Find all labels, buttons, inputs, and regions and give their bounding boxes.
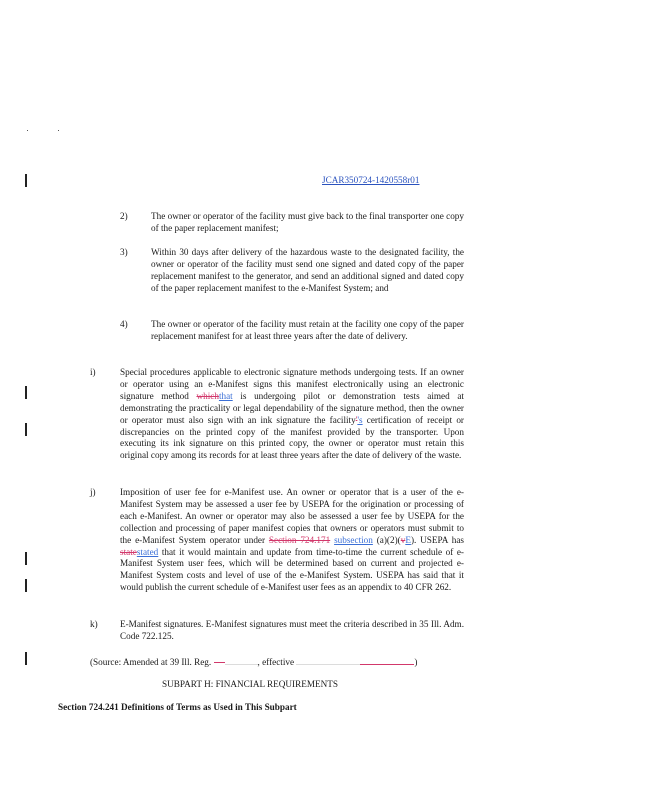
item-number: 2) [120,211,128,221]
blank-field [296,655,360,665]
source-middle: , effective [257,657,297,667]
item-letter: k) [90,619,98,629]
change-bar [25,579,27,592]
inserted-blank-field [360,655,414,665]
item-k-text: E-Manifest signatures. E-Manifest signatures must meet the criteria described in 35 Ill. Adm. Code 722.125. [120,619,464,641]
source-prefix: (Source: Amended at 39 Ill. Reg. [90,657,214,667]
item-letter: i) [90,367,96,377]
change-bar [25,552,27,565]
inserted-text: stated [136,546,159,557]
text-run: (a)(2)( [372,534,401,545]
text-run: Imposition of user fee for e-Manifest use. An owner or operator that is a user of the e-Manifest System may be assessed a user fee by USEPA for the origination or processing of each e-Manifest. An owner or operator may also be assessed a user fee by USEPA for the collection and processing of paper manifest copies that owners or operators must submit to the e-Manifest System operator under [120,487,464,545]
inserted-text: that [218,390,233,401]
document-id-link[interactable]: JCAR350724-1420558r01 [322,175,420,185]
item-number: 4) [120,319,128,329]
item-j-text [120,487,464,594]
inserted-text: E [405,534,411,545]
blank-field [225,655,258,665]
source-suffix: ) [414,657,418,667]
item-number: 3) [120,247,128,257]
item-i-text [120,367,464,462]
deleted-text: which [196,390,219,401]
change-bar [25,652,27,665]
scan-speck [58,130,59,131]
item-text: The owner or operator of the facility must give back to the final transporter one copy of the paper replacement manifest; [151,211,464,233]
change-bar [25,423,27,436]
source-note [90,655,417,669]
deleted-text: state [120,546,137,557]
item-letter: j) [90,487,96,497]
item-text: The owner or operator of the facility must retain at the facility one copy of the paper replacement manifest for at least three years after the date of delivery. [151,319,464,341]
text-run: Special procedures applicable to electronic signature methods undergoing tests. If an owner or operator using an e-Manifest signs this manifest electronically using an electronic signature method [120,367,464,401]
inserted-text: 's [357,414,363,425]
deleted-text: Section 724.171 [268,534,331,545]
section-heading: Section 724.241 Definitions of Terms as Used in This Subpart [58,702,297,712]
inserted-text: subsection [334,534,373,545]
text-run: ). USEPA has [410,534,465,545]
deleted-text: v [400,534,406,545]
item-text: Within 30 days after delivery of the hazardous waste to the designated facility, the owner or operator of the facility must send one signed and dated copy of the paper replacement manifest to the generator, and send an additional signed and dated copy of the paper replacement manifest to the e-Manifest System; and [151,247,464,293]
deleted-text: ' [355,414,358,425]
text-run: that it would maintain and update from time-to-time the current schedule of e-Manifest System user fees, which will be determined based on current and projected e-Manifest System costs and level of use of the e-Manifest System. USEPA has said that it would publish the current schedule of e-Manifest user fees as an appendix to 40 CFR 262. [120,546,464,593]
deleted-placeholder [214,662,225,663]
change-bar [25,174,27,187]
subpart-heading: SUBPART H: FINANCIAL REQUIREMENTS [162,679,338,689]
text-run: is undergoing pilot or demonstration tests aimed at demonstrating the practicality or legal dependability of the signature method, then the owner or operator must also sign with an ink signature the facility [120,390,464,425]
change-bar [25,386,27,399]
scan-speck [27,130,28,131]
text-run: certification of receipt or discrepancies on the printed copy of the manifest provided by the transporter. Upon executing its ink signature on this printed copy, the owner or operator must retain this original copy among its records for at least three years after the date of delivery of the waste. [120,414,464,461]
